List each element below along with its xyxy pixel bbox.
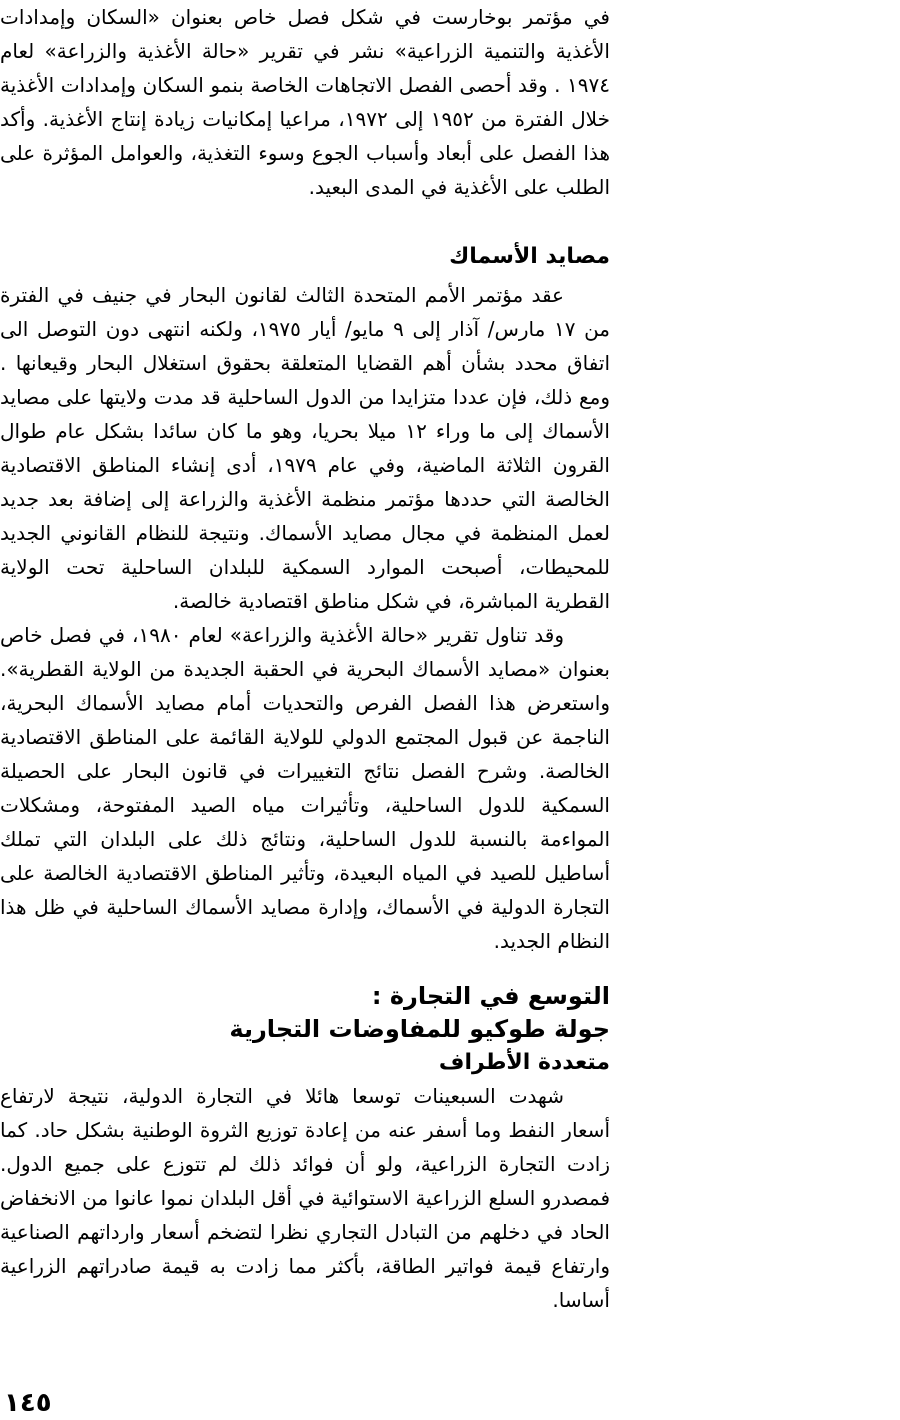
fisheries-paragraph-2: وقد تناول تقرير «حالة الأغذية والزراعة» لعام ١٩٨٠، في فصل خاص بعنوان «مصايد الأسماك البحرية في الحقبة الجديدة من الولاية القطرية». واستعرض هذا الفصل الفرص والتحديات أمام مصايد الأسماك البحرية، الناجمة عن قبول المجتمع الدولي للولاية القائمة على المناطق الاقتصادية الخالصة. وشرح الفصل نتائج التغييرات في قانون البحار على الحصيلة السمكية للدول الساحلية، وتأثيرات مياه الصيد المفتوحة، ومشكلات المواءمة بالنسبة للدول الساحلية، ونتائج ذلك على البلدان التي تملك أساطيل للصيد في المياه البعيدة، وتأثير المناطق الاقتصادية الخالصة على التجارة الدولية في الأسماك، وإدارة مصايد الأسماك الساحلية في ظل هذا النظام الجديد. <box>0 623 610 953</box>
fisheries-paragraph-1: عقد مؤتمر الأمم المتحدة الثالث لقانون البحار في جنيف في الفترة من ١٧ مارس/ آذار إلى ٩ مايو/ أيار ١٩٧٥، ولكنه انتهى دون التوصل الى اتفاق محدد بشأن أهم القضايا المتعلقة بحقوق استغلال البحار وقيعانها . ومع ذلك، فإن عددا متزايدا من الدول الساحلية قد مدت ولايتها على مصايد الأسماك إلى ما وراء ١٢ ميلا بحريا، وهو ما كان سائدا بشكل عام طوال القرون الثلاثة الماضية، وفي عام ١٩٧٩، أدى إنشاء المناطق الاقتصادية الخالصة التي حددها مؤتمر منظمة الأغذية والزراعة إلى إضافة بعد جديد لعمل المنظمة في مجال مصايد الأسماك. ونتيجة للنظام القانوني الجديد للمحيطات، أصبحت الموارد السمكية للبلدان الساحلية تحت الولاية القطرية المباشرة، في شكل مناطق اقتصادية خالصة. <box>0 283 611 613</box>
page-number: ١٤٥ <box>4 1388 52 1418</box>
trade-heading-line-2: جولة طوكيو للمفاوضات التجارية <box>229 1015 610 1043</box>
trade-heading-line-1: التوسع في التجارة : <box>371 982 610 1010</box>
trade-paragraph-1: شهدت السبعينات توسعا هائلا في التجارة الدولية، نتيجة لارتفاع أسعار النفط وما أسفر عنه من إعادة توزيع الثروة الوطنية بشكل حاد. كما زادت التجارة الزراعية، ولو أن فوائد ذلك لم تتوزع على جميع الدول. فمصدرو السلع الزراعية الاستوائية في أقل البلدان نموا عانوا من الانخفاض الحاد في دخلهم من التبادل التجاري نظرا لتضخم أسعار وارداتهم الصناعية وارتفاع قيمة فواتير الطاقة، بأكثر مما زادت به قيمة صادراتهم الزراعية أساسا. <box>0 1084 610 1312</box>
trade-heading-line-3: متعددة الأطراف <box>438 1050 610 1075</box>
trade-section-heading <box>0 980 610 1079</box>
section-spacer <box>0 204 610 226</box>
intro-paragraph: في مؤتمر بوخارست في شكل فصل خاص بعنوان «السكان وإمدادات الأغذية والتنمية الزراعية» نشر في تقرير «حالة الأغذية والزراعة» لعام ١٩٧٤ . وقد أحصى الفصل الاتجاهات الخاصة بنمو السكان وإمدادات الأغذية خلال الفترة من ١٩٥٢ إلى ١٩٧٢، مراعيا إمكانيات زيادة إنتاج الأغذية. وأكد هذا الفصل على أبعاد وأسباب الجوع وسوء التغذية، والعوامل المؤثرة على الطلب على الأغذية في المدى البعيد. <box>0 5 610 199</box>
fisheries-section-title: مصايد الأسماك <box>449 244 610 269</box>
